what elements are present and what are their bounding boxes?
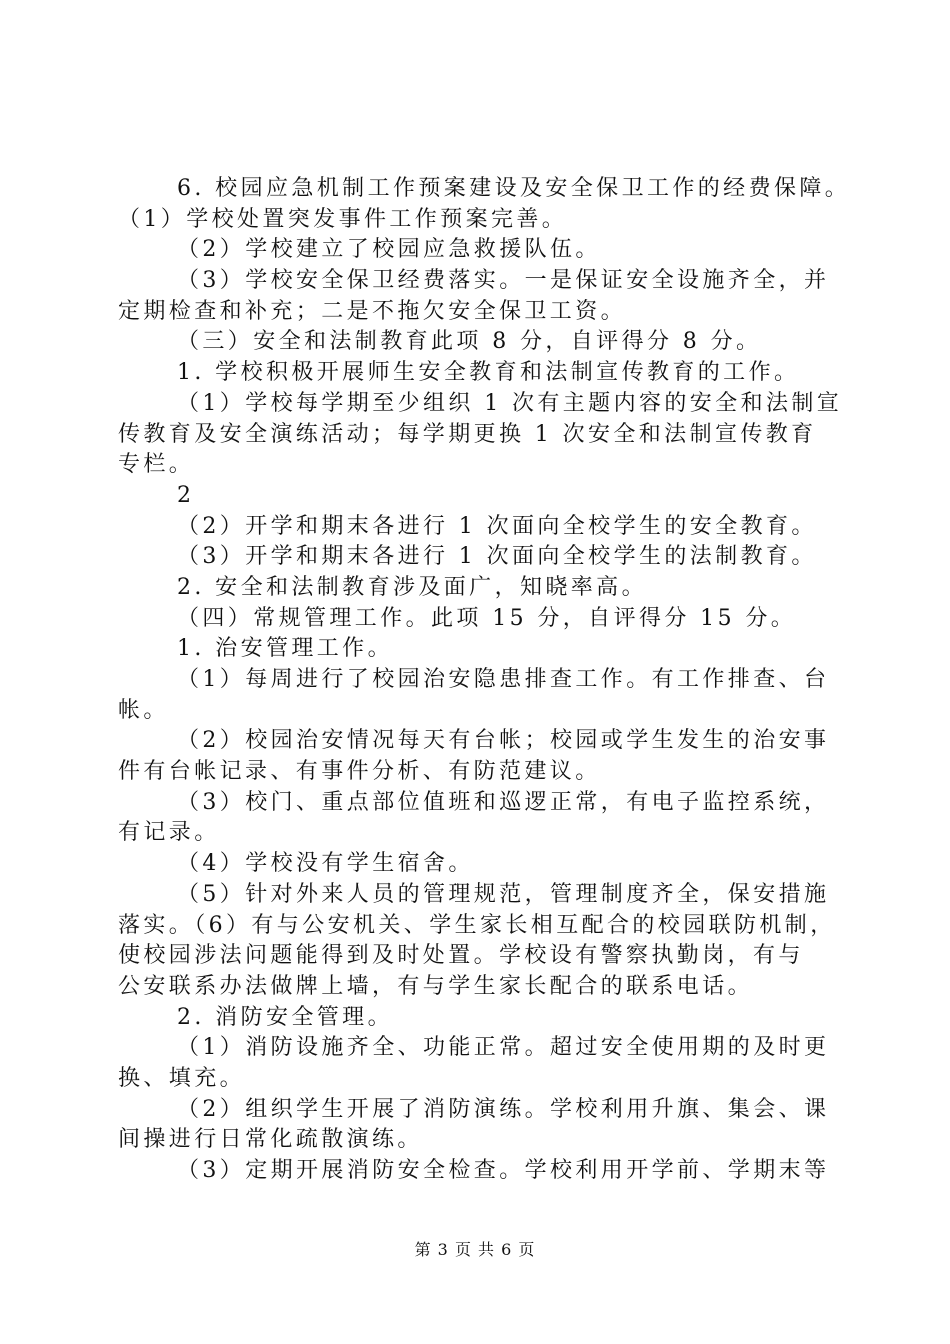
text-line: 使校园涉法问题能得到及时处置。学校设有警察执勤岗，有与 (118, 943, 804, 969)
text-line: 公安联系办法做牌上墙，有与学生家长配合的联系电话。 (118, 973, 754, 999)
text-line: （4）学校没有学生宿舍。 (177, 851, 474, 877)
text-line: 6. 校园应急机制工作预案建设及安全保卫工作的经费保障。 (177, 176, 851, 201)
document-body (118, 174, 851, 1187)
text-line: 2. 消防安全管理。 (177, 1004, 393, 1030)
text-line: （3）学校安全保卫经费落实。一是保证安全设施齐全，并 (177, 268, 830, 294)
text-line: （1）学校每学期至少组织 1 次有主题内容的安全和法制宣 (177, 390, 843, 416)
page-break-marker: 2 (177, 482, 195, 508)
text-line: （四）常规管理工作。此项 15 分，自评得分 15 分。 (177, 605, 797, 631)
text-line: 有记录。 (118, 820, 220, 846)
text-line: 1. 学校积极开展师生安全教育和法制宣传教育的工作。 (177, 360, 800, 386)
text-line: 换、填充。 (118, 1065, 246, 1091)
text-line: （2）开学和期末各进行 1 次面向全校学生的安全教育。 (177, 513, 817, 539)
text-line: （3）定期开展消防安全检查。学校利用开学前、学期末等 (177, 1158, 830, 1183)
text-line: （1）消防设施齐全、功能正常。超过安全使用期的及时更 (177, 1035, 830, 1061)
text-line: 件有台帐记录、有事件分析、有防范建议。 (118, 759, 601, 785)
text-line: （3）开学和期末各进行 1 次面向全校学生的法制教育。 (177, 544, 817, 570)
text-line: （三）安全和法制教育此项 8 分，自评得分 8 分。 (177, 329, 762, 355)
text-line: （2）校园治安情况每天有台帐；校园或学生发生的治安事 (177, 728, 830, 754)
text-line: 间操进行日常化疏散演练。 (118, 1127, 423, 1153)
text-line: 传教育及安全演练活动；每学期更换 1 次安全和法制宣传教育 (118, 421, 817, 447)
text-line: （5）针对外来人员的管理规范，管理制度齐全，保安措施 (177, 881, 830, 907)
text-line: 2. 安全和法制教育涉及面广，知晓率高。 (177, 574, 647, 600)
text-line: 定期检查和补充；二是不拖欠安全保卫工资。 (118, 298, 627, 324)
text-line: （3）校门、重点部位值班和巡逻正常，有电子监控系统， (177, 789, 830, 815)
text-line: 专栏。 (118, 452, 195, 478)
text-line: 帐。 (118, 697, 169, 723)
text-line: （1）学校处置突发事件工作预案完善。 (118, 206, 568, 232)
text-line: （1）每周进行了校园治安隐患排查工作。有工作排查、台 (177, 667, 830, 692)
page-number-footer: 第 3 页 共 6 页 (414, 1240, 536, 1259)
text-line: （2）学校建立了校园应急救援队伍。 (177, 237, 601, 263)
text-line: （2）组织学生开展了消防演练。学校利用升旗、集会、课 (177, 1096, 830, 1122)
text-line: 落实。（6）有与公安机关、学生家长相互配合的校园联防机制， (118, 912, 836, 938)
text-line: 1. 治安管理工作。 (177, 636, 393, 662)
